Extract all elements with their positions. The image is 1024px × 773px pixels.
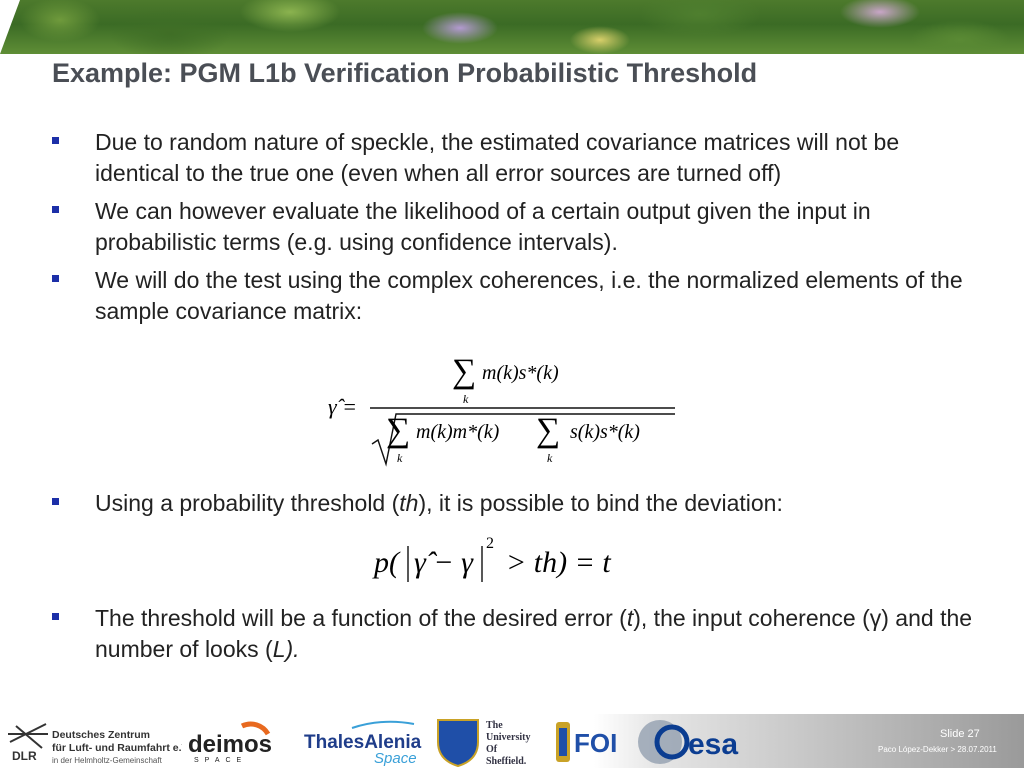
sum-symbol-icon: ∑ — [452, 353, 477, 390]
formula2-part-b: γ̂ − γ — [414, 546, 473, 579]
bullet-text: We can however evaluate the likelihood of a certain output given the input in probabilistic terms (e.g. using confidence intervals). — [95, 198, 871, 255]
thales-alenia-logo — [302, 716, 422, 771]
slide-title: Example: PGM L1b Verification Probabilistic Threshold — [52, 58, 758, 88]
esa-logo — [632, 716, 756, 771]
probability-formula — [370, 532, 630, 588]
formula2-part-c: > th) = t — [506, 546, 611, 579]
slide-number: Slide 27 — [940, 728, 980, 740]
sheffield-crest-icon — [438, 720, 478, 766]
formula-denominator-a: m(k)m*(k) — [416, 421, 500, 443]
dlr-line2: für Luft- und Raumfahrt e.V. — [52, 742, 182, 754]
sheffield-line3: Of — [486, 744, 498, 755]
sum-index: k — [547, 451, 553, 465]
bullet-square-icon — [52, 137, 59, 144]
dlr-logo — [6, 716, 182, 771]
header-banner-image — [0, 0, 1024, 54]
coherence-formula — [320, 348, 690, 472]
bullet-item — [52, 127, 982, 189]
bullet-square-icon — [52, 206, 59, 213]
sum-symbol-icon: ∑ — [386, 412, 411, 449]
dlr-line3: in der Helmholtz-Gemeinschaft — [52, 756, 162, 765]
formula-numerator: m(k)s*(k) — [482, 362, 559, 384]
bullet-square-icon — [52, 613, 59, 620]
foi-name: FOI — [574, 728, 618, 758]
formula2-part-a: p( — [374, 546, 399, 579]
deimos-sub: SPACE — [194, 757, 248, 764]
sheffield-line4: Sheffield. — [486, 756, 527, 767]
sum-index: k — [397, 451, 403, 465]
sheffield-line2: University — [486, 732, 531, 743]
bullet-text: Using a probability threshold (th), it is possible to bind the deviation: — [95, 490, 783, 516]
bullet-text: Due to random nature of speckle, the estimated covariance matrices will not be identical to the true one (even when all error sources are turned off) — [95, 129, 900, 186]
bullet-item — [52, 265, 982, 327]
esa-name: esa — [688, 728, 739, 761]
thales-line2: Space — [374, 750, 417, 766]
bullet-text: The threshold will be a function of the desired error (t), the input coherence (γ) and the number of looks (L). — [95, 605, 973, 662]
bullet-item — [52, 603, 982, 665]
dlr-emblem-icon — [8, 724, 48, 748]
sum-symbol-icon: ∑ — [536, 412, 561, 449]
formula2-exponent: 2 — [486, 535, 494, 552]
dlr-line1: Deutsches Zentrum — [52, 729, 151, 741]
bullet-text: We will do the test using the complex coherences, i.e. the normalized elements of the sample covariance matrix: — [95, 267, 963, 324]
sheffield-line1: The — [486, 720, 503, 731]
thales-swoosh-icon — [352, 722, 414, 728]
bullet-square-icon — [52, 498, 59, 505]
formula-lhs: γ̂ = — [328, 394, 358, 419]
foi-logo — [552, 716, 628, 771]
deimos-name: deimos — [188, 731, 273, 758]
banner-corner-cut — [0, 0, 20, 54]
bullet-item — [52, 196, 982, 258]
bullet-square-icon — [52, 275, 59, 282]
sheffield-logo — [434, 716, 550, 773]
bullet-item — [52, 488, 982, 519]
formula-denominator-b: s(k)s*(k) — [570, 421, 640, 443]
thales-line1: ThalesAlenia — [304, 732, 422, 753]
deimos-logo — [186, 718, 286, 769]
author-date: Paco López-Dekker > 28.07.2011 — [878, 745, 997, 754]
sum-index: k — [463, 392, 469, 406]
dlr-mark: DLR — [12, 749, 37, 763]
